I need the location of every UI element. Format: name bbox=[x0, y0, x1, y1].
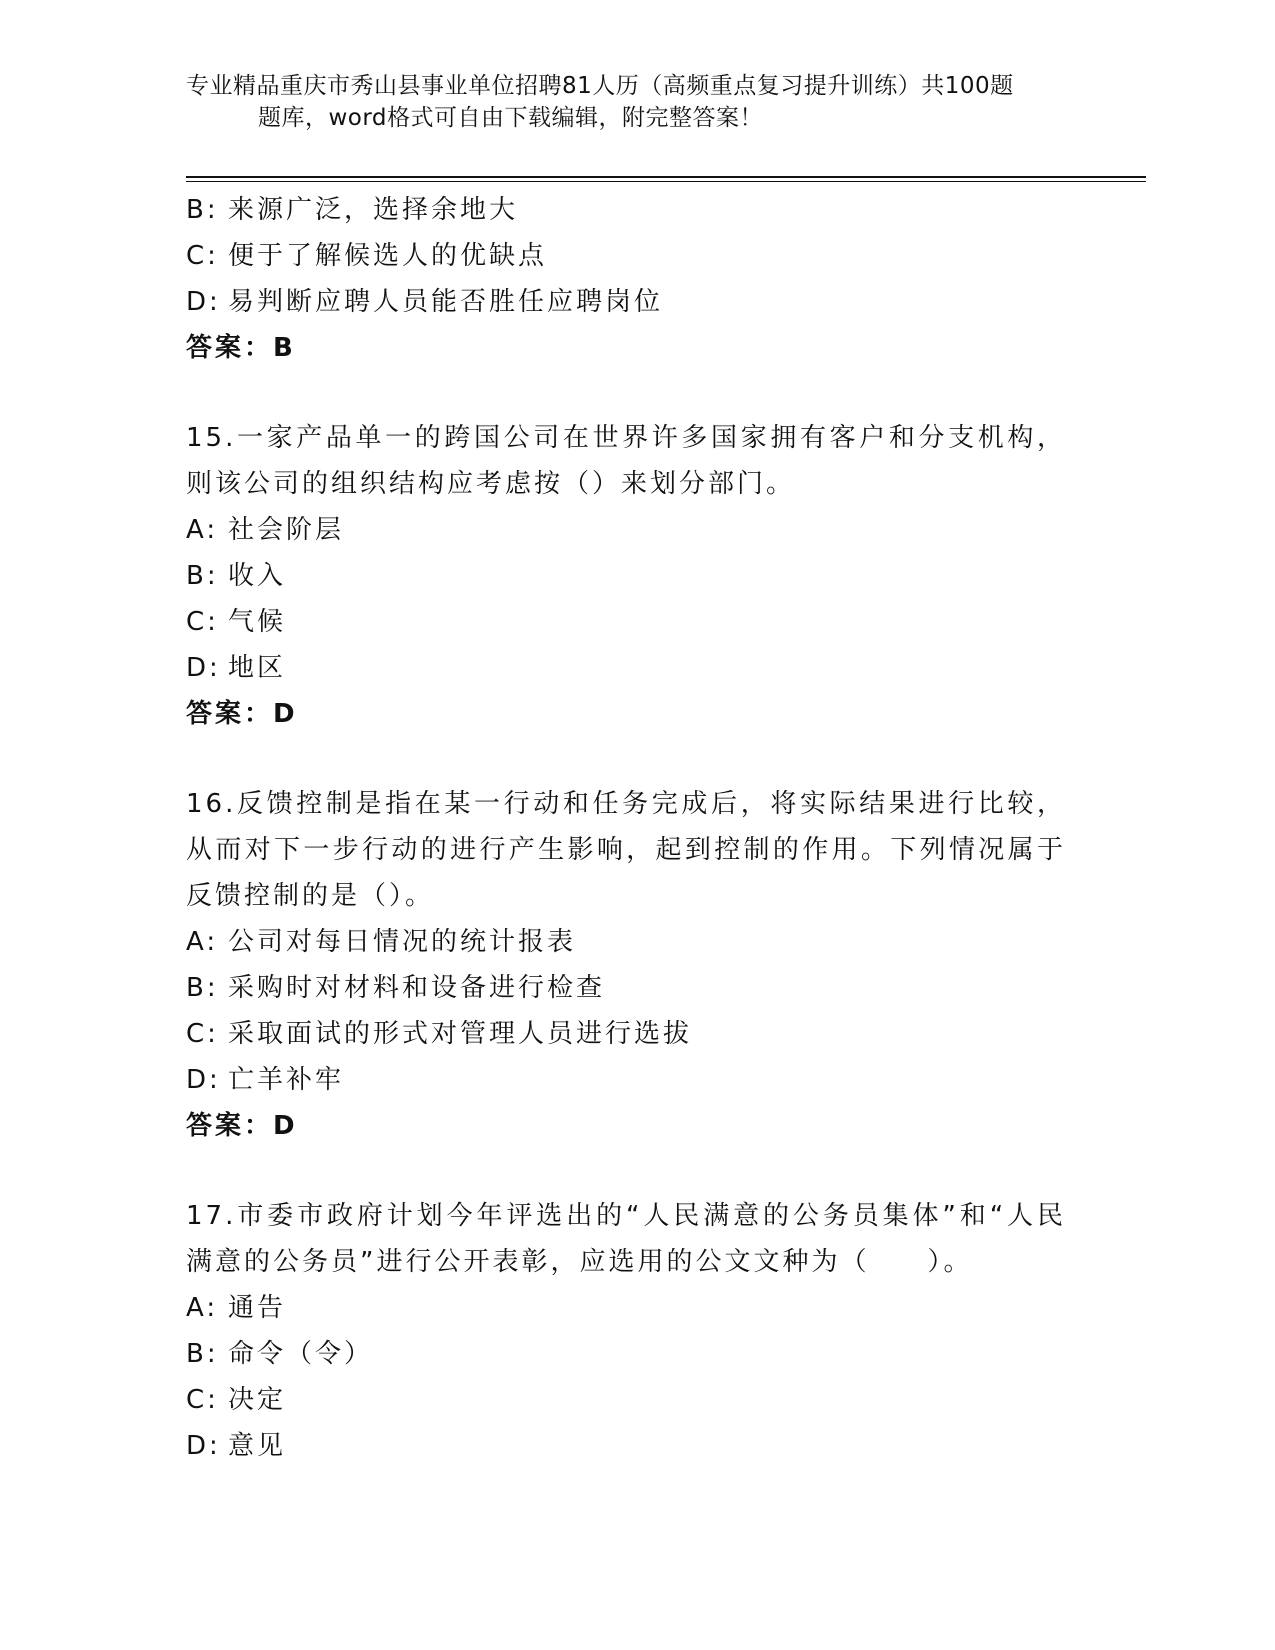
option-key: B: bbox=[186, 195, 219, 225]
option-text: 易判断应聘人员能否胜任应聘岗位 bbox=[228, 287, 664, 317]
option-key: D: bbox=[186, 1065, 221, 1095]
question-stem: 16.反馈控制是指在某一行动和任务完成后，将实际结果进行比较，从而对下一步行动的进行产生影响，起到控制的作用。下列情况属于反馈控制的是（）。 bbox=[186, 789, 1066, 911]
option-b bbox=[186, 553, 1066, 599]
header-title-line2: 题库，word格式可自由下载编辑，附完整答案！ bbox=[258, 105, 764, 131]
option-text: 社会阶层 bbox=[228, 515, 345, 545]
option-a bbox=[186, 1285, 1066, 1331]
question-17 bbox=[186, 1193, 1066, 1469]
document-header bbox=[186, 70, 1066, 134]
option-key: C: bbox=[186, 1019, 219, 1049]
option-text: 便于了解候选人的优缺点 bbox=[228, 241, 548, 271]
option-text: 地区 bbox=[228, 653, 287, 683]
option-a bbox=[186, 919, 1066, 965]
option-c bbox=[186, 1011, 1066, 1057]
option-b bbox=[186, 187, 1066, 233]
option-b bbox=[186, 965, 1066, 1011]
question-14-continued bbox=[186, 187, 1066, 371]
question-spacer bbox=[186, 1149, 1066, 1193]
option-key: C: bbox=[186, 607, 219, 637]
option-c bbox=[186, 1377, 1066, 1423]
option-text: 意见 bbox=[228, 1431, 287, 1461]
option-key: D: bbox=[186, 1431, 221, 1461]
option-key: D: bbox=[186, 287, 221, 317]
option-a bbox=[186, 507, 1066, 553]
answer: 答案：B bbox=[186, 333, 296, 363]
question-spacer bbox=[186, 371, 1066, 415]
option-key: A: bbox=[186, 1293, 219, 1323]
option-b bbox=[186, 1331, 1066, 1377]
option-text: 采取面试的形式对管理人员进行选拔 bbox=[228, 1019, 693, 1049]
document-body bbox=[186, 187, 1066, 1469]
option-key: C: bbox=[186, 1385, 219, 1415]
option-key: D: bbox=[186, 653, 221, 683]
question-stem: 15.一家产品单一的跨国公司在世界许多国家拥有客户和分支机构，则该公司的组织结构应考虑按（）来划分部门。 bbox=[186, 423, 1066, 499]
answer: 答案：D bbox=[186, 699, 298, 729]
option-c bbox=[186, 233, 1066, 279]
option-text: 命令（令） bbox=[228, 1339, 374, 1369]
option-d bbox=[186, 279, 1066, 325]
option-key: B: bbox=[186, 973, 219, 1003]
option-key: A: bbox=[186, 515, 219, 545]
header-divider-thick bbox=[186, 176, 1146, 178]
option-text: 亡羊补牢 bbox=[228, 1065, 345, 1095]
option-text: 收入 bbox=[228, 561, 287, 591]
option-text: 公司对每日情况的统计报表 bbox=[228, 927, 577, 957]
option-key: C: bbox=[186, 241, 219, 271]
header-divider-thin bbox=[186, 181, 1146, 182]
option-key: B: bbox=[186, 561, 219, 591]
question-stem: 17.市委市政府计划今年评选出的“人民满意的公务员集体”和“人民满意的公务员”进行公开表彰，应选用的公文文种为（ ）。 bbox=[186, 1201, 1066, 1277]
option-text: 决定 bbox=[228, 1385, 287, 1415]
option-key: B: bbox=[186, 1339, 219, 1369]
answer: 答案：D bbox=[186, 1111, 298, 1141]
option-text: 来源广泛，选择余地大 bbox=[228, 195, 519, 225]
question-spacer bbox=[186, 737, 1066, 781]
option-c bbox=[186, 599, 1066, 645]
option-d bbox=[186, 645, 1066, 691]
option-text: 采购时对材料和设备进行检查 bbox=[228, 973, 606, 1003]
option-text: 气候 bbox=[228, 607, 287, 637]
option-d bbox=[186, 1423, 1066, 1469]
option-text: 通告 bbox=[228, 1293, 287, 1323]
header-title-line1: 专业精品重庆市秀山县事业单位招聘81人历（高频重点复习提升训练）共100题 bbox=[186, 73, 1014, 99]
option-d bbox=[186, 1057, 1066, 1103]
question-16 bbox=[186, 781, 1066, 1149]
question-15 bbox=[186, 415, 1066, 737]
option-key: A: bbox=[186, 927, 219, 957]
